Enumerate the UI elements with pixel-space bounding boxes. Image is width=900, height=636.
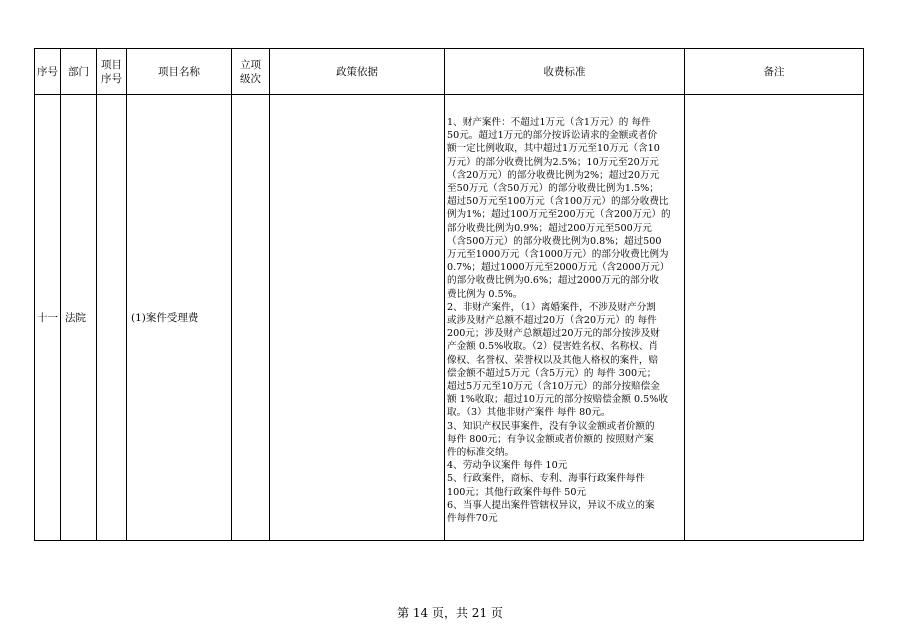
cell-fee-standard [445,95,685,541]
cell-seq: 十一 [35,95,61,541]
cell-level [232,95,270,541]
cell-item-seq [97,95,127,541]
header-row [35,49,864,95]
cell-policy [270,95,445,541]
header-item-name: 项目名称 [127,49,232,95]
header-level: 立项 级次 [232,49,270,95]
table-row [35,95,864,541]
header-item-seq: 项目 序号 [97,49,127,95]
cell-dept: 法院 [61,95,97,541]
cell-item-name: (1)案件受理费 [127,95,232,541]
header-remarks: 备注 [685,49,864,95]
fee-table [34,48,864,541]
header-dept: 部门 [61,49,97,95]
header-seq: 序号 [35,49,61,95]
fee-standard-text: 1、财产案件：不超过1万元（含1万元）的 每件 50元。超过1万元的部分按诉讼请求的金额或者价 额一定比例收取，其中超过1万元至10万元（含10 万元）的部分收费比例为2.5%；10万元至20万元 （含20万元）的部分收费比例为2%；超过20万元 至50万元（含50万元）的部分收费比例为1.5%； 超过50万元至100万元（含100万元）的部分收费比 例为1%；超过100万元至200万元（含200万元）的 部分收费比例为0.9%；超过200万元至500万元 （含500万元）的部分收费比例为0.8%；超过500 万元至1000万元（含1000万元）的部分收费比例为 0.7%；超过1000万元至2000万元（含2000万元） 的部分收费比例为0.6%；超过2000万元的部分收 费比例为 0.5%。 2、非财产案件，（1）离婚案件，不涉及财产分割 或涉及财产总额不超过20万（含20万元）的 每件 200元；涉及财产总额超过20万元的部分按涉及财 产金额 0.5%收取。（2）侵害姓名权、名称权、肖 像权、名誉权、荣誉权以及其他人格权的案件，赔 偿金额不超过5万元（含5万元）的 每件 300元； 超过5万元至10万元（含10万元）的部分按赔偿金 额 1%收取；超过10万元的部分按赔偿金额 0.5%收 取。（3）其他非财产案件 每件 80元。 3、知识产权民事案件，没有争议金额或者价额的 每件 800元；有争议金额或者价额的 按照财产案 件的标准交纳。 4、劳动争议案件 每件 10元 5、行政案件，商标、专利、海事行政案件每件 100元；其他行政案件每件 50元 6、当事人提出案件管辖权异议，异议不成立的案 件每件70元 [447,117,671,525]
header-policy: 政策依据 [270,49,445,95]
cell-remarks [685,95,864,541]
header-fee-standard: 收费标准 [445,49,685,95]
page-footer: 第 14 页，共 21 页 [397,606,503,620]
